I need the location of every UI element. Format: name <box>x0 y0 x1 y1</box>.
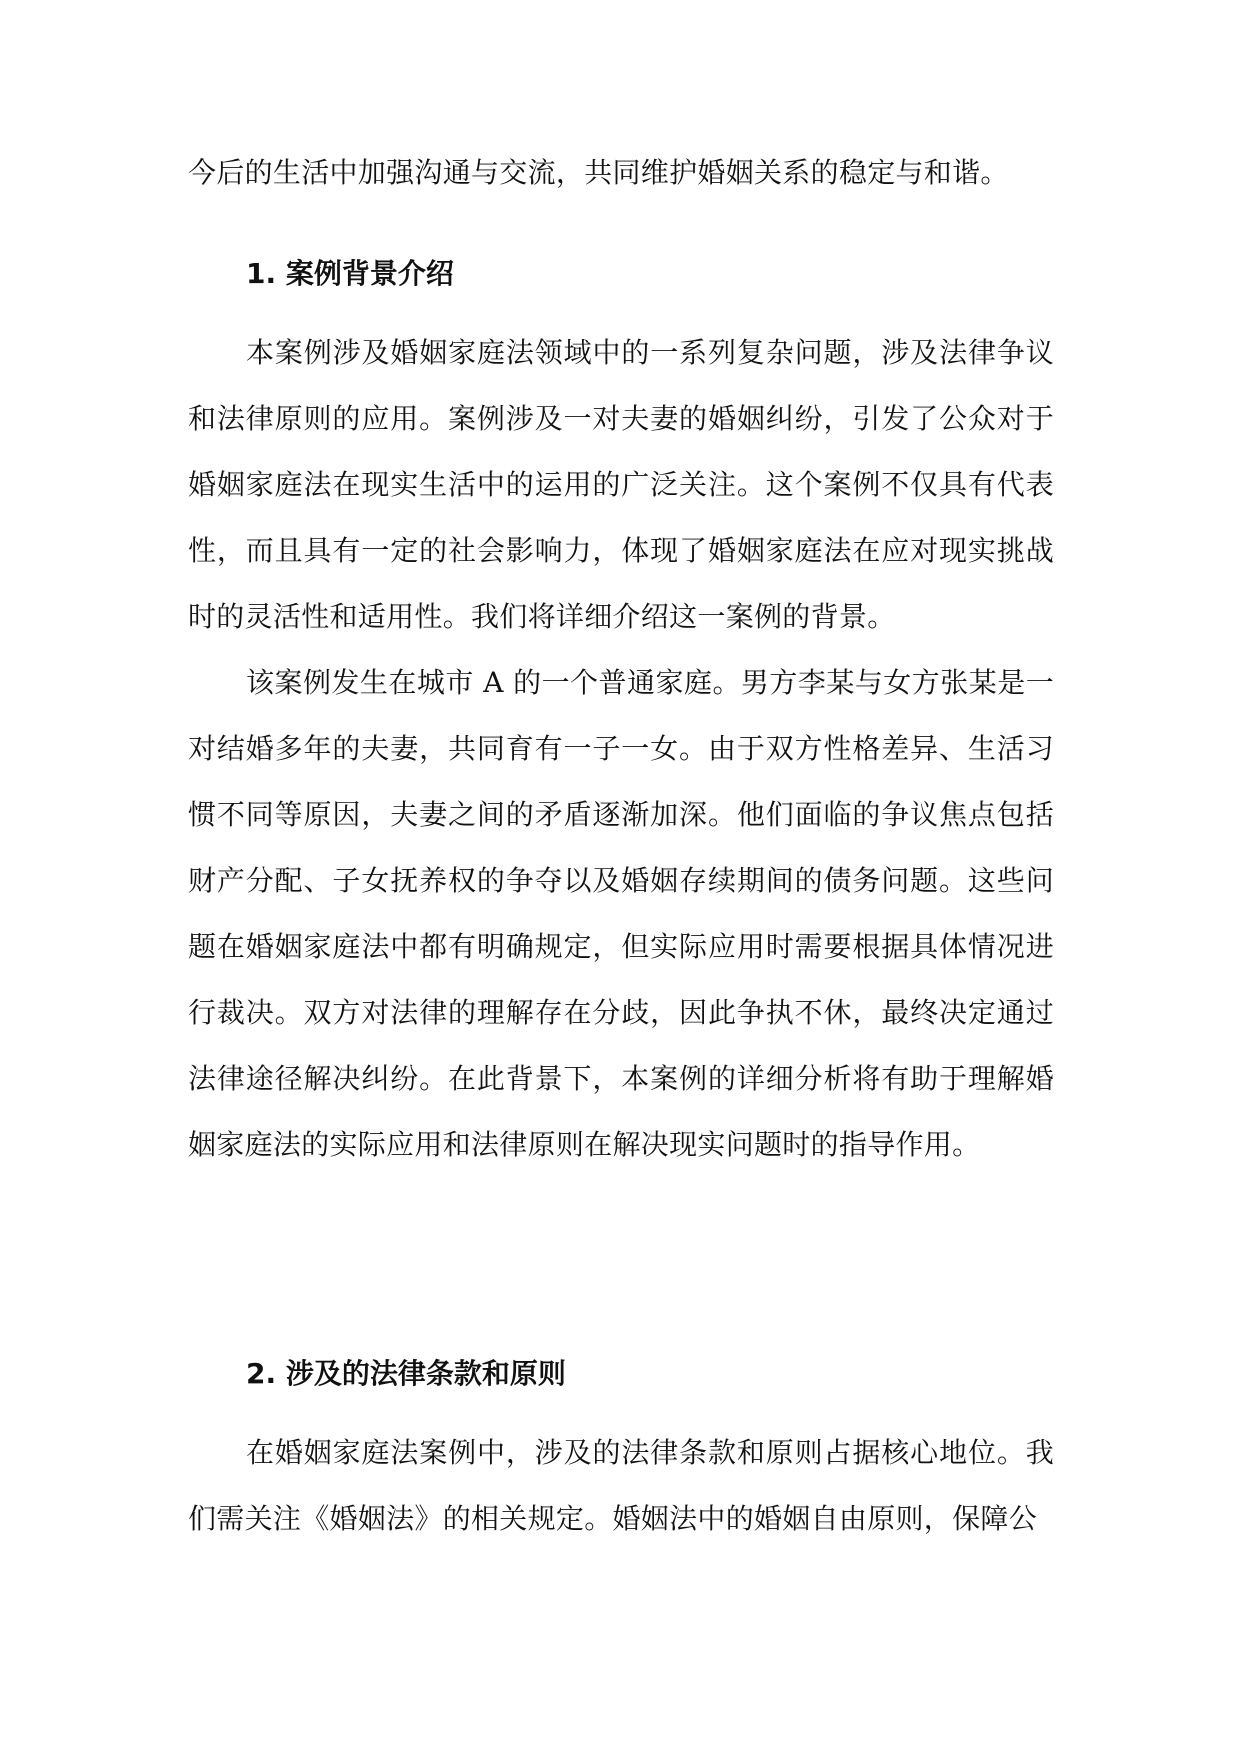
continuation-paragraph: 今后的生活中加强沟通与交流，共同维护婚姻关系的稳定与和谐。 <box>188 156 1009 189</box>
section-1-paragraph-1: 本案例涉及婚姻家庭法领域中的一系列复杂问题，涉及法律争议和法律原则的应用。案例涉及一对夫妻的婚姻纠纷，引发了公众对于婚姻家庭法在现实生活中的运用的广泛关注。这个案例不仅具有代表性，而且具有一定的社会影响力，体现了婚姻家庭法在应对现实挑战时的灵活性和适用性。我们将详细介绍这一案例的背景。 <box>188 336 1054 633</box>
section-1-paragraph-2: 该案例发生在城市 A 的一个普通家庭。男方李某与女方张某是一对结婚多年的夫妻，共同育有一子一女。由于双方性格差异、生活习惯不同等原因，夫妻之间的矛盾逐渐加深。他们面临的争议焦点包括财产分配、子女抚养权的争夺以及婚姻存续期间的债务问题。这些问题在婚姻家庭法中都有明确规定，但实际应用时需要根据具体情况进行裁决。双方对法律的理解存在分歧，因此争执不休，最终决定通过法律途径解决纠纷。在此背景下，本案例的详细分析将有助于理解婚姻家庭法的实际应用和法律原则在解决现实问题时的指导作用。 <box>188 666 1054 1161</box>
section-heading-1: 1. 案例背景介绍 <box>246 257 454 290</box>
section-heading-2: 2. 涉及的法律条款和原则 <box>246 1357 566 1390</box>
section-2-paragraph-1: 在婚姻家庭法案例中，涉及的法律条款和原则占据核心地位。我们需关注《婚姻法》的相关规定。婚姻法中的婚姻自由原则，保障公 <box>188 1436 1054 1535</box>
